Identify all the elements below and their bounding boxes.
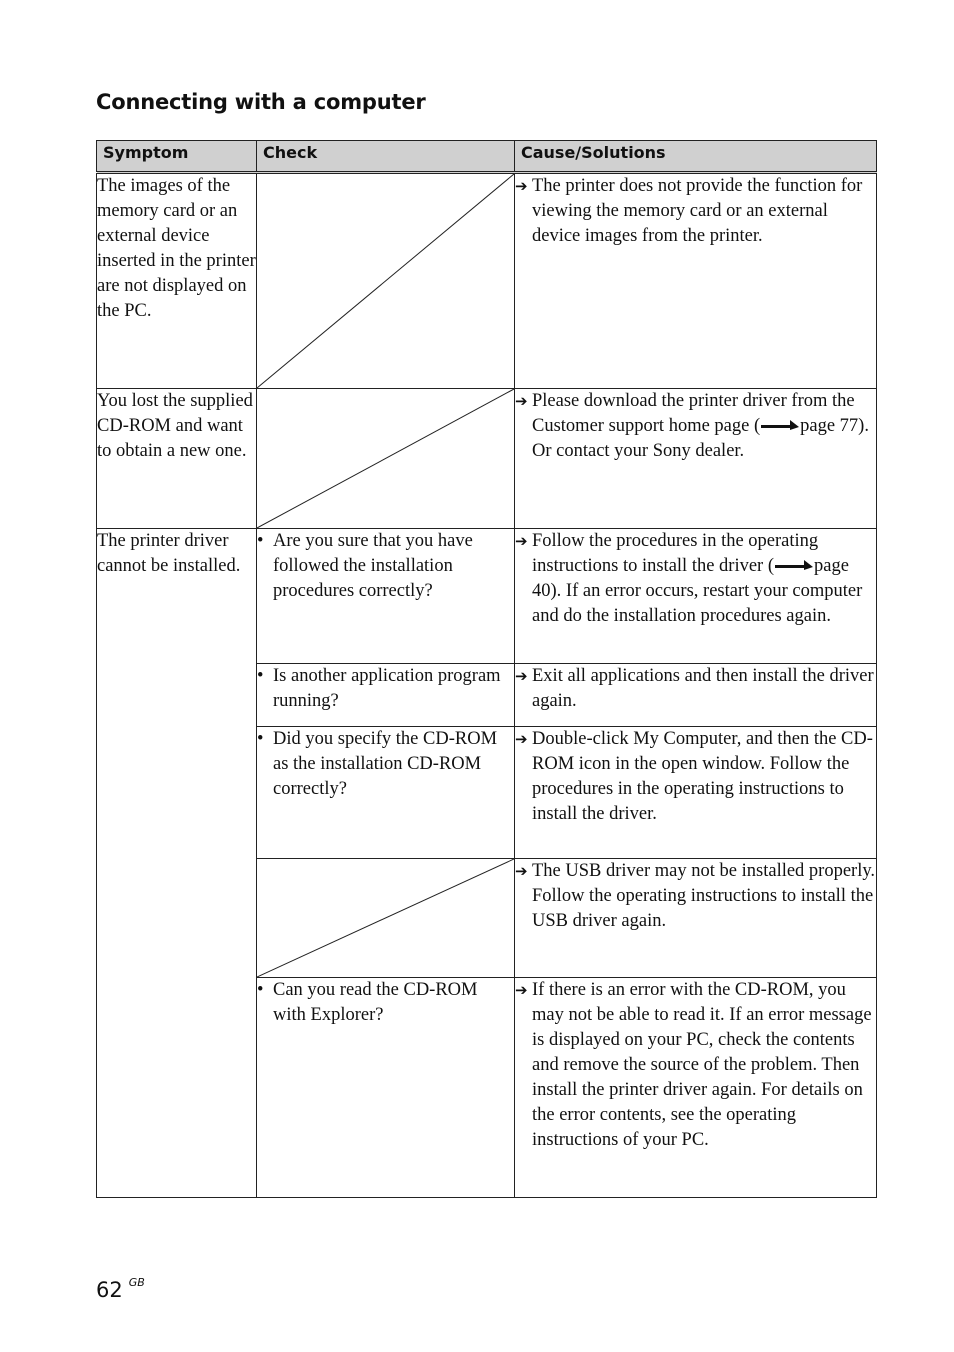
table-row	[97, 389, 877, 529]
header-symptom: Symptom	[97, 141, 257, 173]
arrow-icon: ➔	[515, 667, 528, 685]
arrow-icon: ➔	[515, 177, 528, 195]
solution-cell	[515, 859, 877, 978]
symptom-cell: You lost the supplied CD-ROM and want to obtain a new one.	[97, 389, 257, 529]
solution-text: If there is an error with the CD-ROM, you may not be able to read it. If an error message is displayed on your PC, check the contents and remove the source of the problem. Then install the printer driver again. For details on the error contents, see the operating instructions of your PC.	[532, 980, 872, 1150]
solution-cell	[515, 173, 877, 389]
solution-cell	[515, 978, 877, 1198]
page-number: 62	[96, 1278, 123, 1302]
check-text: Can you read the CD-ROM with Explorer?	[273, 980, 478, 1025]
header-check: Check	[257, 141, 515, 173]
table-row	[97, 173, 877, 389]
symptom-cell: The printer driver cannot be installed.	[97, 529, 257, 1198]
symptom-cell: The images of the memory card or an external device inserted in the printer are not displayed on the PC.	[97, 173, 257, 389]
arrow-icon: ➔	[515, 981, 528, 999]
troubleshooting-table	[96, 140, 877, 1198]
check-text: Did you specify the CD-ROM as the installation CD-ROM correctly?	[273, 729, 498, 799]
page-reference-arrow-icon	[760, 419, 800, 431]
solution-text	[532, 529, 876, 629]
solution-text-post: page 77). Or contact your Sony dealer.	[532, 416, 869, 461]
solution-cell	[515, 664, 877, 727]
check-cell	[257, 664, 515, 727]
bullet-icon: •	[257, 729, 264, 749]
solution-text-pre: Follow the procedures in the operating instructions to install the driver (	[532, 531, 819, 576]
section-title: Connecting with a computer	[96, 90, 426, 114]
check-text: Is another application program running?	[273, 666, 501, 711]
page-footer	[96, 1278, 145, 1302]
region-code: GB	[128, 1276, 145, 1289]
solution-text: The printer does not provide the function for viewing the memory card or an external device images from the printer.	[532, 176, 863, 246]
check-cell-empty	[257, 859, 515, 978]
solution-text: Double-click My Computer, and then the CD-ROM icon in the open window. Follow the procedures in the operating instructions to install the driver.	[532, 729, 873, 824]
solution-cell	[515, 727, 877, 859]
check-cell	[257, 529, 515, 664]
diagonal-strike	[257, 389, 514, 528]
table-header-row	[97, 141, 877, 173]
check-text: Are you sure that you have followed the installation procedures correctly?	[273, 531, 473, 601]
check-cell	[257, 978, 515, 1198]
bullet-icon: •	[257, 666, 264, 686]
diagonal-strike	[257, 859, 514, 977]
solution-text: Exit all applications and then install the driver again.	[532, 666, 874, 711]
solution-text-post: page 40). If an error occurs, restart your computer and do the installation procedures again.	[532, 556, 863, 626]
solution-text	[532, 389, 876, 464]
page-reference-arrow-icon	[774, 559, 814, 571]
bullet-icon: •	[257, 980, 264, 1000]
solution-text: The USB driver may not be installed properly. Follow the operating instructions to install the USB driver again.	[532, 861, 876, 931]
diagonal-strike	[257, 174, 514, 388]
solution-cell	[515, 389, 877, 529]
arrow-icon: ➔	[515, 392, 528, 410]
check-cell	[257, 727, 515, 859]
check-cell-empty	[257, 173, 515, 389]
bullet-icon: •	[257, 531, 264, 551]
solution-cell	[515, 529, 877, 664]
arrow-icon: ➔	[515, 532, 528, 550]
table-row	[97, 529, 877, 664]
solution-text-pre: Please download the printer driver from the Customer support home page (	[532, 391, 855, 436]
arrow-icon: ➔	[515, 862, 528, 880]
arrow-icon: ➔	[515, 730, 528, 748]
check-cell-empty	[257, 389, 515, 529]
header-cause-solutions: Cause/Solutions	[515, 141, 877, 173]
